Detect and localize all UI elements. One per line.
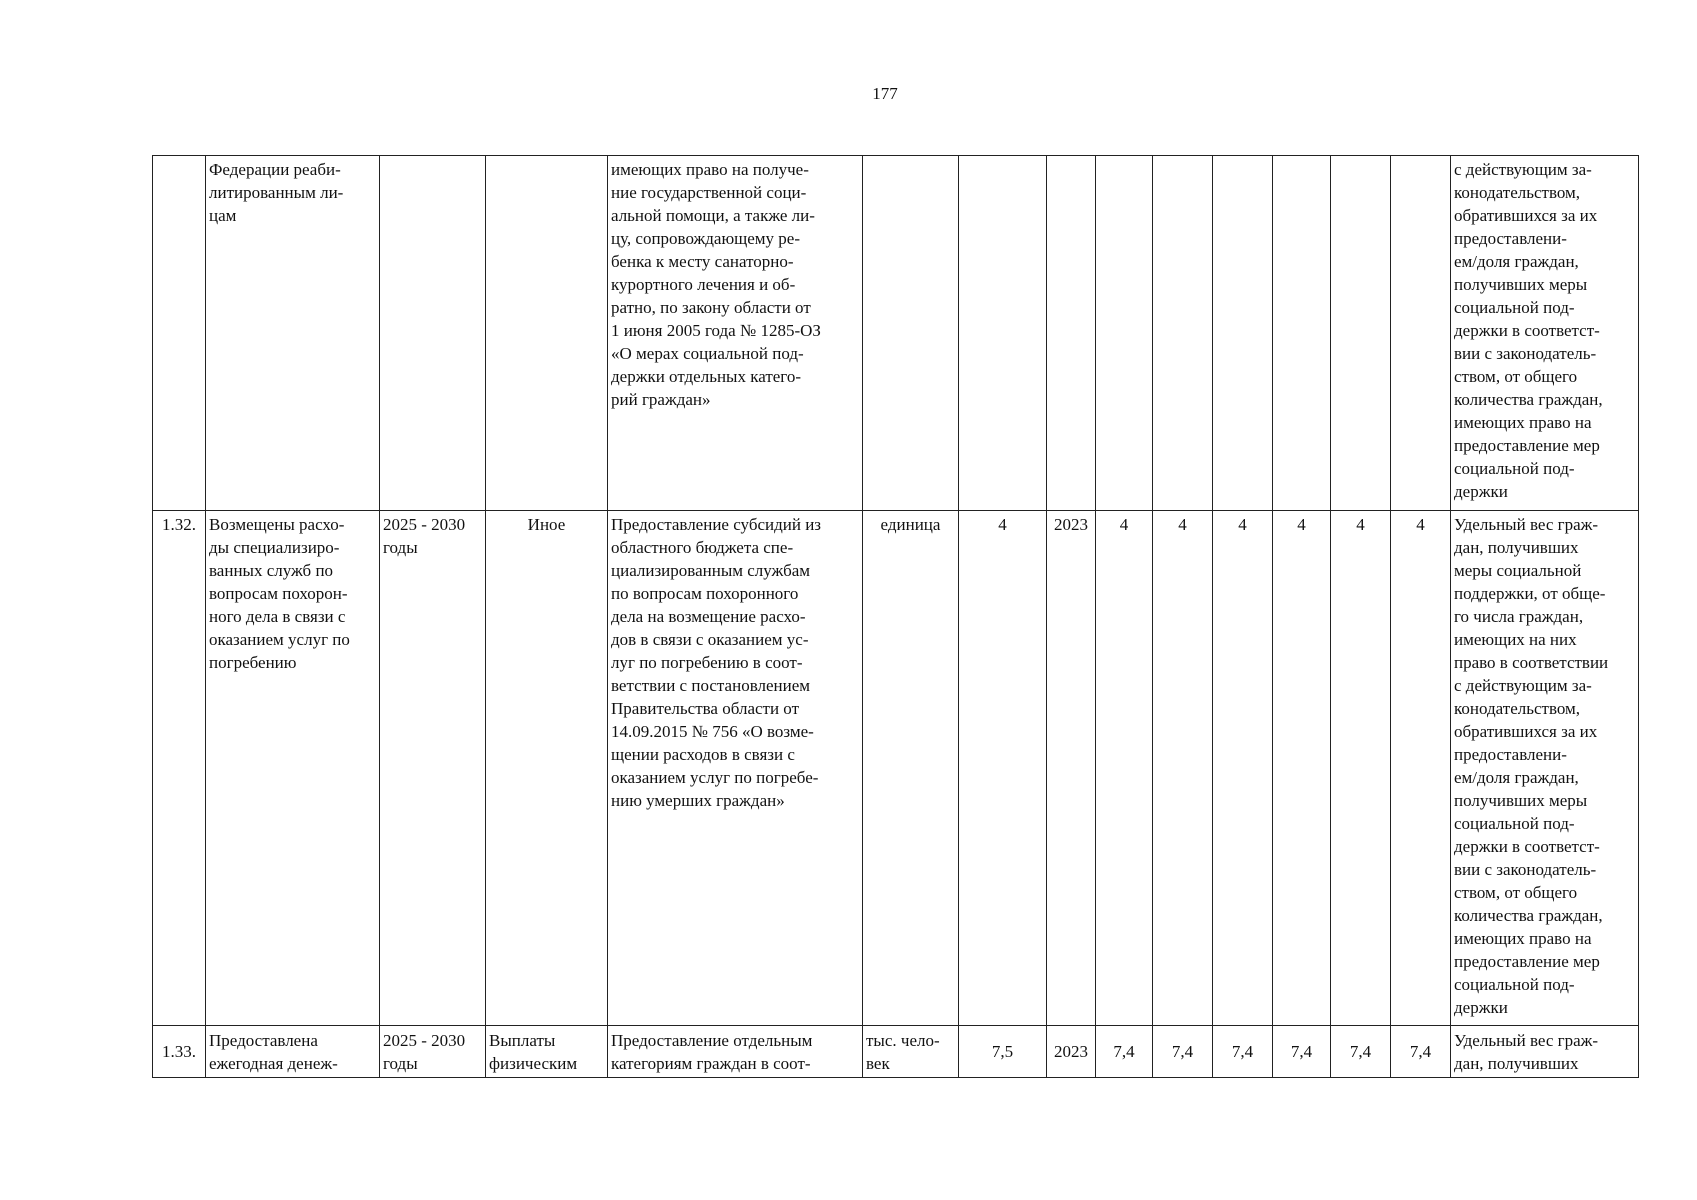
value-cell <box>1331 156 1391 511</box>
value-cell <box>1096 156 1153 511</box>
page-number: 177 <box>872 84 898 103</box>
base-value-cell: 7,5 <box>959 1026 1047 1078</box>
type-cell <box>486 156 608 511</box>
value-cell: 4 <box>1391 511 1451 1026</box>
unit-cell <box>863 156 959 511</box>
base-value-cell: 4 <box>959 511 1047 1026</box>
value-cell <box>1273 156 1331 511</box>
value-cell: 7,4 <box>1331 1026 1391 1078</box>
period-cell: 2025 - 2030 годы <box>380 511 486 1026</box>
value-cell: 4 <box>1331 511 1391 1026</box>
table-row <box>153 156 1639 511</box>
value-cell: 4 <box>1213 511 1273 1026</box>
base-year-cell: 2023 <box>1047 511 1096 1026</box>
base-year-cell <box>1047 156 1096 511</box>
value-cell: 4 <box>1096 511 1153 1026</box>
description-cell: Предоставление отдельным категориям граждан в соот- <box>608 1026 863 1078</box>
period-cell: 2025 - 2030 годы <box>380 1026 486 1078</box>
period-cell <box>380 156 486 511</box>
row-number-cell: 1.33. <box>153 1026 206 1078</box>
row-number-cell: 1.32. <box>153 511 206 1026</box>
value-cell: 4 <box>1153 511 1213 1026</box>
value-cell <box>1153 156 1213 511</box>
type-cell: Выплаты физическим <box>486 1026 608 1078</box>
row-number-cell <box>153 156 206 511</box>
indicator-cell: с действующим за- конодательством, обратившихся за их предоставлени- ем/доля граждан, получивших меры социальной под- держки в соответст- вии с законодатель- ством, от общего количества граждан, имеющих право на предоставление мер социальной под- держки <box>1451 156 1639 511</box>
indicator-cell: Удельный вес граж- дан, получивших <box>1451 1026 1639 1078</box>
value-cell: 7,4 <box>1096 1026 1153 1078</box>
unit-cell: тыс. чело- век <box>863 1026 959 1078</box>
value-cell: 7,4 <box>1273 1026 1331 1078</box>
type-cell: Иное <box>486 511 608 1026</box>
value-cell: 7,4 <box>1391 1026 1451 1078</box>
unit-cell: единица <box>863 511 959 1026</box>
description-cell: имеющих право на получе- ние государственной соци- альной помощи, а также ли- цу, сопровождающему ре- бенка к месту санаторно- курортного лечения и об- ратно, по закону области от 1 июня 2005 года № 1285-ОЗ «О мерах социальной под- держки отдельных катего- рий граждан» <box>608 156 863 511</box>
base-value-cell <box>959 156 1047 511</box>
value-cell: 7,4 <box>1153 1026 1213 1078</box>
base-year-cell: 2023 <box>1047 1026 1096 1078</box>
value-cell <box>1391 156 1451 511</box>
table-row <box>153 1026 1639 1078</box>
value-cell: 7,4 <box>1213 1026 1273 1078</box>
description-cell: Предоставление субсидий из областного бюджета спе- циализированным службам по вопросам похоронного дела на возмещение расхо- дов в связи с оказанием ус- луг по погребению в соот- ветствии с постановлением Правительства области от 14.09.2015 № 756 «О возме- щении расходов в связи с оказанием услуг по погребе- нию умерших граждан» <box>608 511 863 1026</box>
indicator-cell: Удельный вес граж- дан, получивших меры социальной поддержки, от обще- го числа граждан, имеющих на них право в соответствии с действующим за- конодательством, обратившихся за их предоставлени- ем/доля граждан, получивших меры социальной под- держки в соответст- вии с законодатель- ством, от общего количества граждан, имеющих право на предоставление мер социальной под- держки <box>1451 511 1639 1026</box>
value-cell: 4 <box>1273 511 1331 1026</box>
result-name-cell: Возмещены расхо- ды специализиро- ванных служб по вопросам похорон- ного дела в связи с оказанием услуг по погребению <box>206 511 380 1026</box>
result-name-cell: Федерации реаби- литированным ли- цам <box>206 156 380 511</box>
table-row <box>153 511 1639 1026</box>
measures-table <box>152 155 1639 1078</box>
value-cell <box>1213 156 1273 511</box>
result-name-cell: Предоставлена ежегодная денеж- <box>206 1026 380 1078</box>
